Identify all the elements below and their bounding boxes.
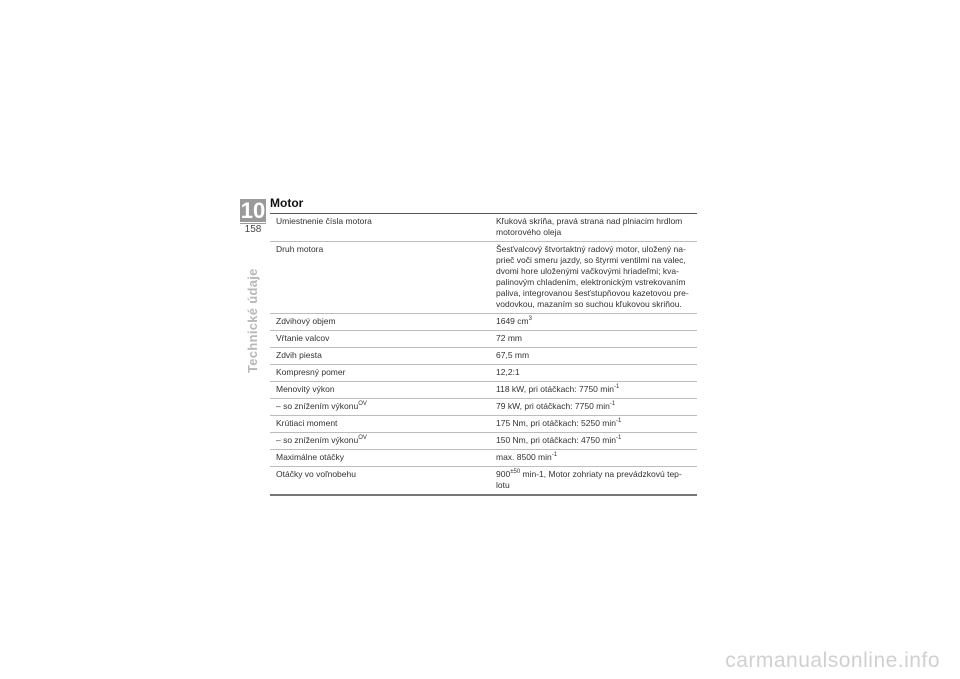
- spec-label: [270, 348, 484, 365]
- spec-label-text: Zdvihový objem: [276, 316, 336, 326]
- spec-value-text: 900: [496, 469, 511, 479]
- chapter-side-title: Technické údaje: [245, 268, 260, 373]
- spec-label-text: Kompresný pomer: [276, 367, 346, 377]
- spec-label: [270, 433, 484, 450]
- spec-row: [270, 467, 697, 496]
- spec-value-text: 175 Nm, pri otáčkach: 5250 min: [496, 418, 617, 428]
- spec-value: [484, 348, 697, 365]
- spec-value-text: 118 kW, pri otáčkach: 7750 min: [496, 384, 614, 394]
- spec-value-text: 72 mm: [496, 333, 522, 343]
- spec-table: [270, 213, 697, 496]
- spec-value-text: Kľuková skriňa, pravá strana nad plniacim hrdlom motorového oleja: [496, 216, 683, 237]
- spec-label: [270, 365, 484, 382]
- spec-value: [484, 416, 697, 433]
- spec-row: [270, 331, 697, 348]
- spec-row: [270, 214, 697, 242]
- spec-label: [270, 467, 484, 496]
- spec-value-superscript: -1: [551, 452, 558, 459]
- spec-value-text: 1649 cm: [496, 316, 529, 326]
- spec-label-text: Zdvih piesta: [276, 350, 322, 360]
- spec-value-superscript: -1: [613, 384, 620, 391]
- spec-label-text: – so znížením výkonu: [276, 435, 359, 445]
- spec-value-superscript: 3: [528, 316, 532, 323]
- spec-value: [484, 314, 697, 331]
- spec-value-text: 12,2:1: [496, 367, 520, 377]
- spec-value-text: 67,5 mm: [496, 350, 530, 360]
- spec-label-text: Umiestnenie čísla motora: [276, 216, 372, 226]
- spec-row: [270, 382, 697, 399]
- spec-label: [270, 214, 484, 242]
- spec-label-superscript: OV: [358, 435, 367, 442]
- spec-label: [270, 416, 484, 433]
- spec-value-superscript: -1: [616, 435, 622, 442]
- spec-value: [484, 214, 697, 242]
- spec-label: [270, 382, 484, 399]
- spec-label: [270, 314, 484, 331]
- spec-label-superscript: OV: [358, 401, 367, 408]
- spec-value-text: 150 Nm, pri otáčkach: 4750 min: [496, 435, 617, 445]
- spec-value-continuation: min-1, Motor zohriaty na prevádzkovú tep-lotu: [496, 469, 682, 490]
- spec-row: [270, 314, 697, 331]
- spec-label-text: Vŕtanie valcov: [276, 333, 330, 343]
- spec-value: [484, 399, 697, 416]
- spec-row: [270, 433, 697, 450]
- side-title-container: [233, 250, 273, 380]
- spec-row: [270, 416, 697, 433]
- spec-label-text: Maximálne otáčky: [276, 452, 345, 462]
- spec-row: [270, 450, 697, 467]
- spec-label-text: Menovitý výkon: [276, 384, 335, 394]
- spec-value-superscript: -1: [609, 401, 616, 408]
- spec-row: [270, 242, 697, 314]
- spec-label: [270, 399, 484, 416]
- spec-value: [484, 331, 697, 348]
- spec-value: [484, 467, 697, 496]
- spec-label-text: Krútiaci moment: [276, 418, 338, 428]
- page-number: 158: [244, 224, 262, 235]
- chapter-number-badge: 10: [240, 198, 266, 223]
- spec-label-text: Otáčky vo voľnobehu: [276, 469, 356, 479]
- spec-value-superscript: ±50: [510, 469, 521, 476]
- spec-value-superscript: -1: [616, 418, 622, 425]
- spec-value-text: 79 kW, pri otáčkach: 7750 min: [496, 401, 610, 411]
- spec-value: [484, 450, 697, 467]
- spec-label: [270, 242, 484, 314]
- watermark: carmanualsonline.info: [725, 649, 940, 672]
- spec-value: [484, 365, 697, 382]
- spec-value-text: Šesťvalcový štvortaktný radový motor, uložený na-prieč voči smeru jazdy, so štyrmi ventilmi na valec, dvomi hore uloženými vačkovými hriadeľmi; kva-palinovým chladením, elektronickým vstrekovaním paliva, integrovanou šesťstupňovou kazetovou pre-vodovkou, mazaním so suchou kľukovou skriňou.: [496, 244, 689, 309]
- spec-label-text: Druh motora: [276, 244, 324, 254]
- spec-row: [270, 399, 697, 416]
- spec-value-text: max. 8500 min: [496, 452, 552, 462]
- spec-row: [270, 365, 697, 382]
- spec-label: [270, 331, 484, 348]
- spec-row: [270, 348, 697, 365]
- spec-label: [270, 450, 484, 467]
- spec-value: [484, 382, 697, 399]
- spec-label-text: – so znížením výkonu: [276, 401, 359, 411]
- spec-value: [484, 433, 697, 450]
- spec-value: [484, 242, 697, 314]
- section-title: Motor: [270, 196, 304, 210]
